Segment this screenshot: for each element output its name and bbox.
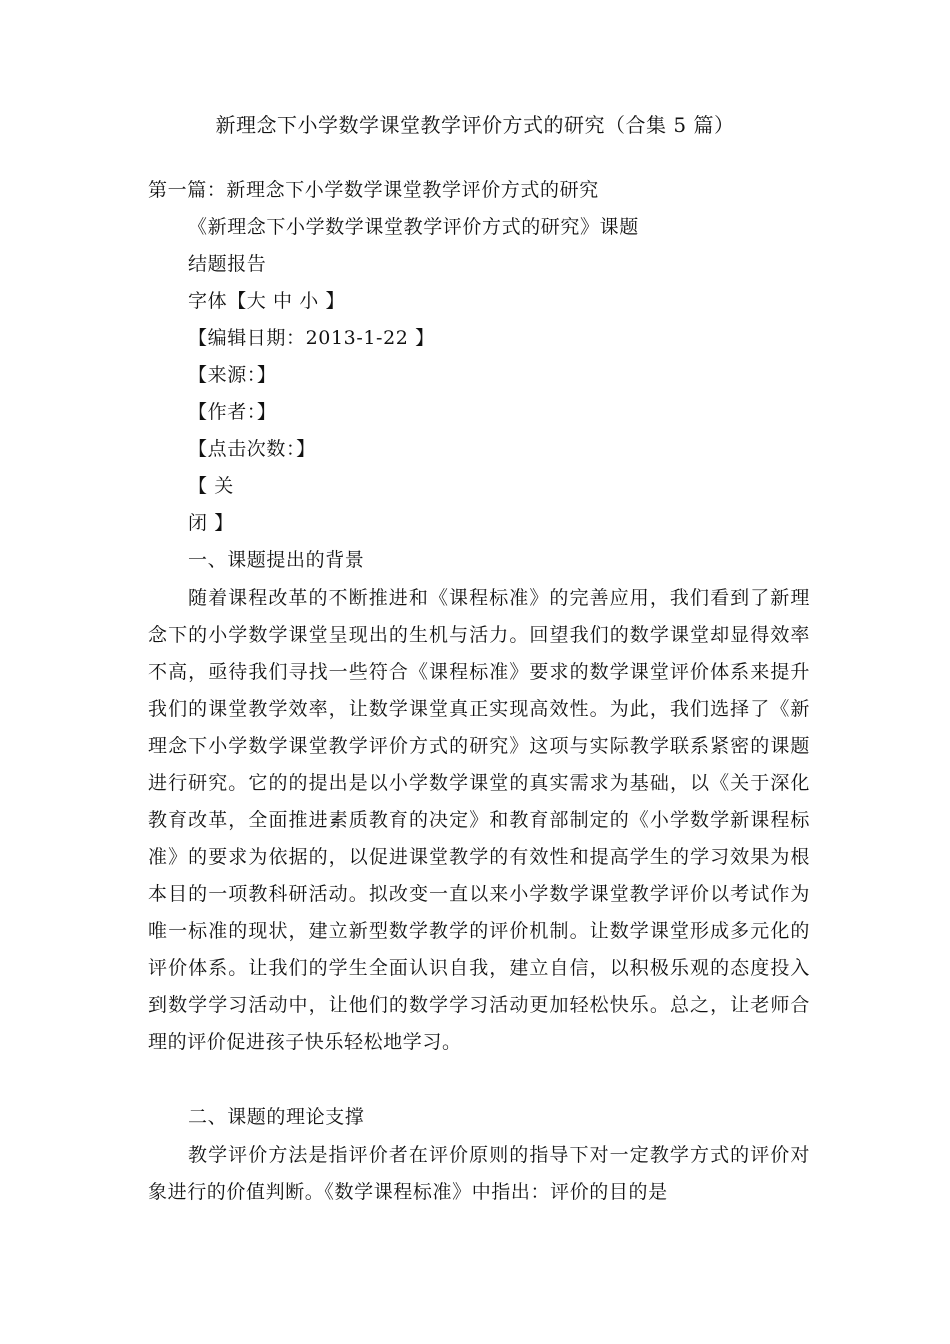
section1-paragraph: 随着课程改革的不断推进和《课程标准》的完善应用，我们看到了新理念下的小学数学课堂呈现出的生机与活力。回望我们的数学课堂却显得效率不高，亟待我们寻找一些符合《课程标准》要求的数学课堂评价体系来提升我们的课堂教学效率，让数学课堂真正实现高效性。为此，我们选择了《新理念下小学数学课堂教学评价方式的研究》这项与实际教学联系紧密的课题进行研究。它的的提出是以小学数学课堂的真实需求为基础，以《关于深化教育改革，全面推进素质教育的决定》和教育部制定的《小学数学新课程标准》的要求为依据的，以促进课堂教学的有效性和提高学生的学习效果为根本目的一项教科研活动。拟改变一直以来小学数学课堂教学评价以考试作为唯一标准的现状，建立新型数学教学的评价机制。让数学课堂形成多元化的评价体系。让我们的学生全面认识自我，建立自信，以积极乐观的态度投入到数学学习活动中，让他们的数学学习活动更加轻松快乐。总之，让老师合理的评价促进孩子快乐轻松地学习。: [148, 587, 810, 1053]
section1-heading: 一、课题提出的背景: [188, 549, 365, 571]
clicks-line: 【点击次数：】: [188, 438, 316, 460]
section2-paragraph: 教学评价方法是指评价者在评价原则的指导下对一定教学方式的评价对象进行的价值判断。《数学课程标准》中指出：评价的目的是: [148, 1144, 810, 1203]
font-size-line: 字体【大 中 小 】: [188, 290, 346, 312]
part1-heading: 第一篇：新理念下小学数学课堂教学评价方式的研究: [148, 179, 599, 201]
subject-line-2: 结题报告: [188, 253, 267, 275]
section2-heading: 二、课题的理论支撑: [188, 1106, 365, 1128]
subject-line-1: 《新理念下小学数学课堂教学评价方式的研究》课题: [188, 216, 639, 238]
close-line-2: 闭 】: [188, 512, 234, 534]
source-line: 【来源：】: [188, 364, 277, 386]
edit-date-line: 【编辑日期：2013-1-22 】: [188, 327, 435, 349]
author-line: 【作者：】: [188, 401, 277, 423]
close-line-1: 【 关: [188, 475, 234, 497]
document-title: 新理念下小学数学课堂教学评价方式的研究（合集 5 篇）: [215, 113, 735, 137]
